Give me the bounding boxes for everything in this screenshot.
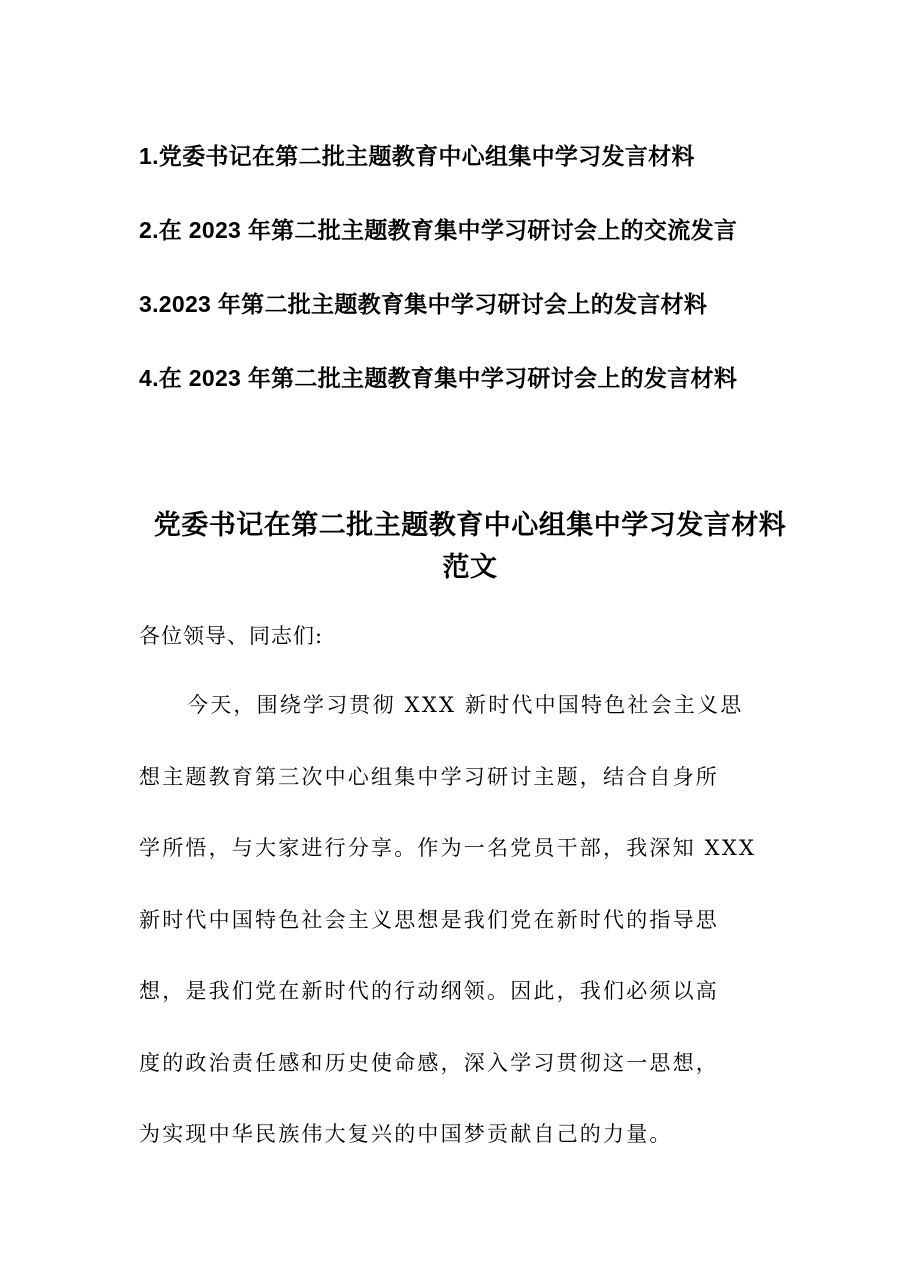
article-body [139,688,779,1189]
toc-item: 4.在 2023 年第二批主题教育集中学习研讨会上的发言材料 [139,365,738,391]
article-title-line2: 范文 [442,552,498,583]
body-line: 为实现中华民族伟大复兴的中国梦贡献自己的力量。 [139,1122,673,1146]
body-line: 度的政治责任感和历史使命感，深入学习贯彻这一思想， [139,1050,719,1075]
body-line: 新时代中国特色社会主义思想是我们党在新时代的指导思 [139,907,719,932]
salutation: 各位领导、同志们: [139,624,324,648]
table-of-contents [139,138,799,434]
article-title [120,505,820,589]
toc-item: 2.在 2023 年第二批主题教育集中学习研讨会上的交流发言 [139,217,738,243]
body-line: 学所悟，与大家进行分享。作为一名党员干部，我深知 XXX [139,836,757,860]
body-line: 今天，围绕学习贯彻 XXX 新时代中国特色社会主义思 [187,693,744,717]
body-line: 想，是我们党在新时代的行动纲领。因此，我们必须以高 [139,979,719,1003]
body-line: 想主题教育第三次中心组集中学习研讨主题，结合自身所 [139,764,719,789]
toc-item: 3.2023 年第二批主题教育集中学习研讨会上的发言材料 [139,291,708,317]
article-title-line1: 党委书记在第二批主题教育中心组集中学习发言材料 [153,510,787,541]
toc-item: 1.党委书记在第二批主题教育中心组集中学习发言材料 [139,143,695,169]
